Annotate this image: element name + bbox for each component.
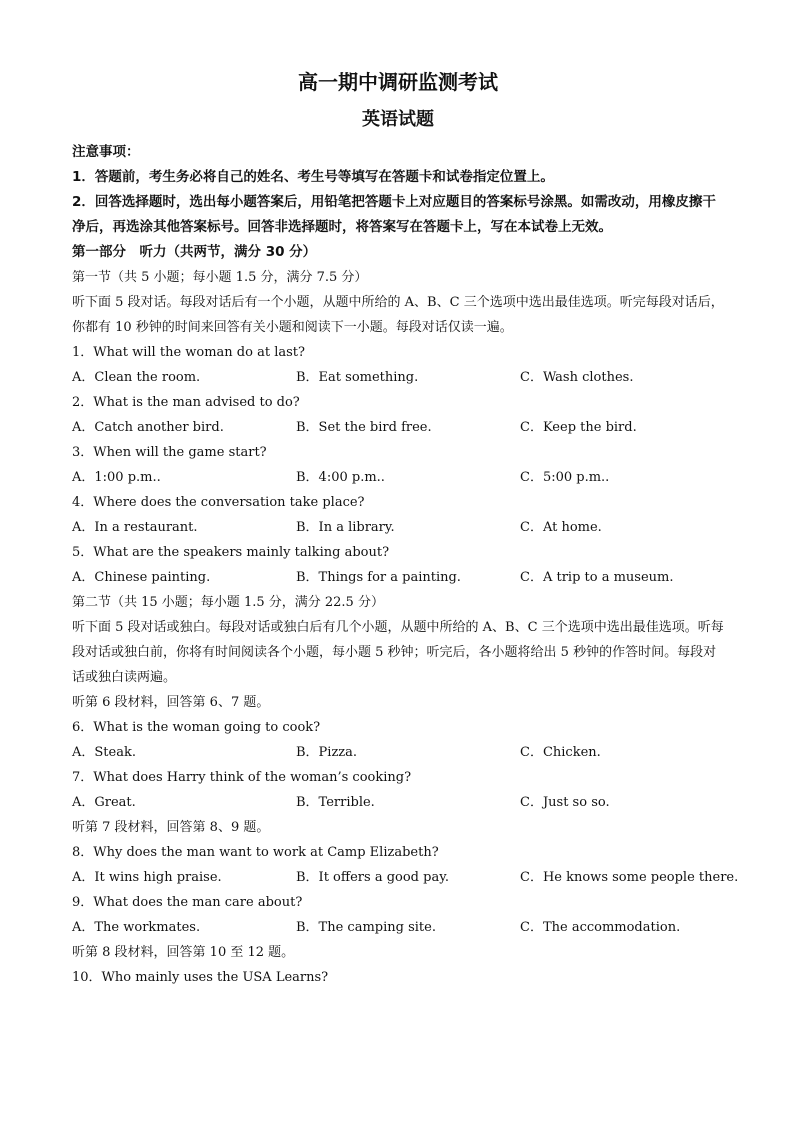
note-item-2: 2．回答选择题时，选出每小题答案后，用铅笔把答题卡上对应题目的答案标号涂黑。如需改动，用橡皮擦干净后，再选涂其他答案标号。回答非选择题时，将答案写在答题卡上，写在本试卷上无效。 [72, 194, 716, 235]
option-c: C．Keep the bird. [520, 420, 637, 435]
option-row [72, 365, 724, 390]
section1-questions [72, 340, 724, 590]
material-6-label: 听第 6 段材料，回答第 6、7 题。 [72, 695, 270, 710]
note-item-1: 1．答题前，考生务必将自己的姓名、考生号等填写在答题卡和试卷指定位置上。 [72, 169, 554, 185]
option-a: A．The workmates. [72, 920, 201, 935]
question-text: 8．Why does the man want to work at Camp Elizabeth? [72, 845, 439, 860]
question-9 [72, 890, 724, 940]
option-row [72, 865, 739, 890]
exam-title: 高一期中调研监测考试 [298, 70, 498, 94]
option-row [72, 465, 724, 490]
option-row [72, 565, 724, 590]
option-b: B．It offers a good pay. [296, 870, 449, 885]
question-text: 9．What does the man care about? [72, 895, 303, 910]
section2-instructions: 听下面 5 段对话或独白。每段对话或独白后有几个小题，从题中所给的 A、B、C 三个选项中选出最佳选项。听每段对话或独白前，你将有时间阅读各个小题，每小题 5 秒钟；听完后，各小题将给出 5 秒钟的作答时间。每段对话或独白读两遍。 [72, 620, 724, 685]
question-1 [72, 340, 724, 390]
option-b: B．In a library. [296, 520, 395, 535]
question-7 [72, 765, 724, 815]
exam-subtitle: 英语试题 [362, 109, 434, 130]
notes-block [72, 140, 724, 240]
option-b: B．4:00 p.m.. [296, 470, 385, 485]
notes-heading: 注意事项： [72, 144, 140, 160]
option-a: A．Catch another bird. [72, 420, 224, 435]
section1-instructions: 听下面 5 段对话。每段对话后有一个小题，从题中所给的 A、B、C 三个选项中选出最佳选项。听完每段对话后，你都有 10 秒钟的时间来回答有关小题和阅读下一小题。每段对话仅读一遍。 [72, 295, 724, 335]
option-row [72, 790, 724, 815]
option-b: B．Eat something. [296, 370, 419, 385]
option-b: B．Set the bird free. [296, 420, 432, 435]
part1-heading: 第一部分 听力（共两节，满分 30 分） [72, 244, 317, 260]
material-7-label: 听第 7 段材料，回答第 8、9 题。 [72, 820, 270, 835]
option-c: C．At home. [520, 520, 602, 535]
option-a: A．Chinese painting. [72, 570, 211, 585]
option-c: C．A trip to a museum. [520, 570, 674, 585]
question-3 [72, 440, 724, 490]
option-a: A．Clean the room. [72, 370, 201, 385]
option-a: A．Steak. [72, 745, 136, 760]
option-row [72, 515, 724, 540]
option-row [72, 915, 724, 940]
material-8-label: 听第 8 段材料，回答第 10 至 12 题。 [72, 945, 295, 960]
option-a: A．Great. [72, 795, 136, 810]
option-a: A．It wins high praise. [72, 870, 222, 885]
option-c: C．Chicken. [520, 745, 601, 760]
option-row [72, 740, 724, 765]
option-c: C．The accommodation. [520, 920, 681, 935]
question-text: 1．What will the woman do at last? [72, 345, 305, 360]
question-4 [72, 490, 724, 540]
question-text: 6．What is the woman going to cook? [72, 720, 321, 735]
question-text: 10．Who mainly uses the USA Learns? [72, 970, 329, 985]
section2-heading: 第二节（共 15 小题；每小题 1.5 分，满分 22.5 分） [72, 595, 384, 610]
question-6 [72, 715, 724, 765]
question-5 [72, 540, 724, 590]
option-b: B．Terrible. [296, 795, 375, 810]
option-b: B．Pizza. [296, 745, 358, 760]
question-text: 4．Where does the conversation take place? [72, 495, 365, 510]
option-c: C．He knows some people there. [520, 870, 739, 885]
option-a: A．1:00 p.m.. [72, 470, 161, 485]
option-b: B．Things for a painting. [296, 570, 461, 585]
option-a: A．In a restaurant. [72, 520, 198, 535]
option-row [72, 415, 724, 440]
option-b: B．The camping site. [296, 920, 436, 935]
section1-heading: 第一节（共 5 小题；每小题 1.5 分，满分 7.5 分） [72, 270, 368, 285]
option-c: C．5:00 p.m.. [520, 470, 610, 485]
question-text: 7．What does Harry think of the woman’s cooking? [72, 770, 412, 785]
question-text: 2．What is the man advised to do? [72, 395, 300, 410]
question-10 [72, 965, 724, 990]
question-text: 3．When will the game start? [72, 445, 267, 460]
option-c: C．Just so so. [520, 795, 610, 810]
question-2 [72, 390, 724, 440]
question-text: 5．What are the speakers mainly talking about? [72, 545, 390, 560]
question-8 [72, 840, 739, 890]
option-c: C．Wash clothes. [520, 370, 634, 385]
